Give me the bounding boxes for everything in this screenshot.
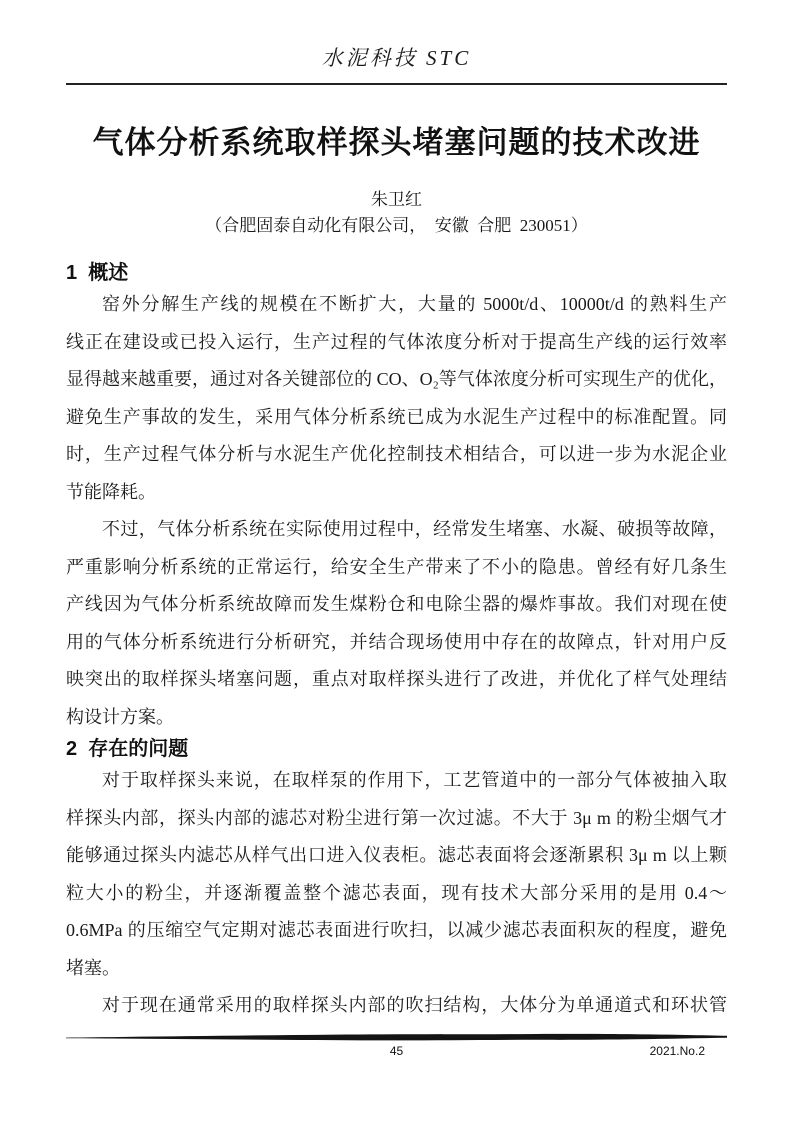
body-line: 避免生产事故的发生，采用气体分析系统已成为水泥生产过程中的标准配置。同 xyxy=(66,406,727,427)
body-line: 严重影响分析系统的正常运行，给安全生产带来了不小的隐患。曾经有好几条生 xyxy=(66,556,727,577)
journal-header: 水泥科技 STC xyxy=(321,46,472,70)
author-affiliation: （合肥固泰自动化有限公司， 安徽 合肥 230051） xyxy=(205,216,588,235)
body-line: 堵塞。 xyxy=(66,957,120,978)
section-heading: 2 存在的问题 xyxy=(66,738,189,760)
header-divider xyxy=(66,83,727,85)
body-line: 产线因为气体分析系统故障而发生煤粉仓和电除尘器的爆炸事故。我们对现在使 xyxy=(66,594,727,614)
body-line: 粒大小的粉尘，并逐渐覆盖整个滤芯表面，现有技术大部分采用的是用 0.4～ xyxy=(66,882,727,903)
body-line: 窑外分解生产线的规模在不断扩大，大量的 5000t/d、10000t/d 的熟料生产 xyxy=(102,294,727,314)
body-line: 样探头内部，探头内部的滤芯对粉尘进行第一次过滤。不大于 3μ m 的粉尘烟气才 xyxy=(66,807,727,828)
body-line: 映突出的取样探头堵塞问题，重点对取样探头进行了改进，并优化了样气处理结 xyxy=(66,669,727,689)
body-line: 节能降耗。 xyxy=(66,481,156,502)
section-heading: 1 概述 xyxy=(66,262,129,284)
author-name: 朱卫红 xyxy=(371,190,422,209)
article-body xyxy=(66,260,727,1025)
body-line: 线正在建设或已投入运行，生产过程的气体浓度分析对于提高生产线的运行效率 xyxy=(66,331,727,352)
body-line: 构设计方案。 xyxy=(66,706,174,727)
body-line: 用的气体分析系统进行分析研究，并结合现场使用中存在的故障点，针对用户反 xyxy=(66,631,727,652)
issue-label: 2021.No.2 xyxy=(649,1044,705,1058)
page-footer xyxy=(66,1033,727,1060)
body-line: 0.6MPa 的压缩空气定期对滤芯表面进行吹扫，以减少滤芯表面积灰的程度，避免 xyxy=(66,920,727,940)
footer-row xyxy=(66,1044,727,1060)
body-line: 显得越来越重要，通过对各关键部位的 CO、O₂等气体浓度分析可实现生产的优化， xyxy=(66,369,727,389)
footer-rule xyxy=(66,1033,727,1044)
body-line: 对于取样探头来说，在取样泵的作用下，工艺管道中的一部分气体被抽入取 xyxy=(102,770,727,790)
page-number: 45 xyxy=(389,1044,404,1058)
body-line: 时，生产过程气体分析与水泥生产优化控制技术相结合，可以进一步为水泥企业 xyxy=(66,444,727,464)
body-line: 能够通过探头内滤芯从样气出口进入仪表柜。滤芯表面将会逐渐累积 3μ m 以上颗 xyxy=(66,845,727,865)
body-line: 不过，气体分析系统在实际使用过程中，经常发生堵塞、水凝、破损等故障， xyxy=(102,519,727,539)
body-line: 对于现在通常采用的取样探头内部的吹扫结构，大体分为单通道式和环状管 xyxy=(102,995,727,1015)
article-title: 气体分析系统取样探头堵塞问题的技术改进 xyxy=(92,125,701,160)
